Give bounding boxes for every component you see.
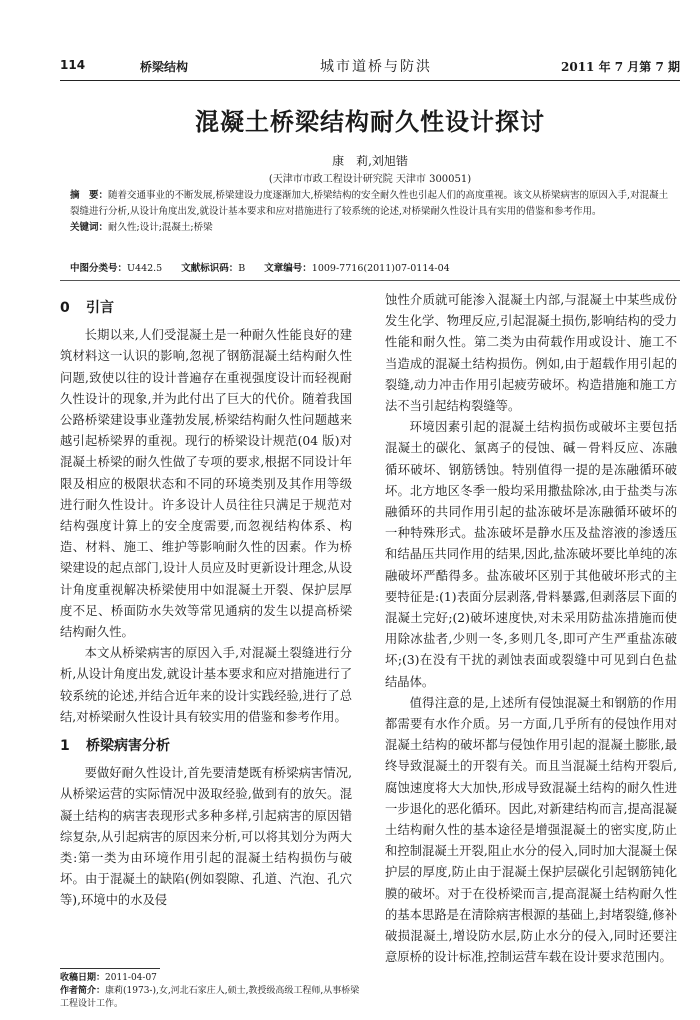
section-title: 引言 — [86, 300, 114, 316]
article-title: 混凝土桥梁结构耐久性设计探讨 — [195, 108, 545, 136]
paragraph: 要做好耐久性设计,首先要清楚既有桥梁病害情况,从桥梁运营的实际情况中汲取经验,做到有的放矢。混凝土结构的病害表现形式多种多样,引起病害的原因错综复杂,从引起病害的原因来分析,可以将其划分为两大类:第一类为由环境作用引起的混凝土结构损伤与破坏。由于混凝土的缺陷(例如裂隙、孔道、汽泡、孔穴等),环境中的水及侵 — [60, 766, 352, 908]
paragraph: 长期以来,人们受混凝土是一种耐久性能良好的建筑材料这一认识的影响,忽视了钢筋混凝土结构耐久性问题,致使以往的设计普遍存在重视强度设计而轻视耐久性设计的现象,并为此付出了巨大的代价。随着我国公路桥梁建设事业蓬勃发展,桥梁结构耐久性问题越来越引起桥梁界的重视。现行的桥梁设计规范(04 版)对混凝土桥梁的耐久性做了专项的要求,根据不同设计年限及相应的极限状态和不同的环境类别及其作用等级进行耐久性设计。许多设计人员往往只满足于规范对结构强度计算上的安全度需要,而忽视结构体系、构造、材料、施工、维护等影响耐久性的因素。作为桥梁建设的起点部门,设计人员应及时更新设计理念,从设计角度重视解决桥梁使用中如混凝土开裂、保护层厚度不足、桥面防水失效等常见通病的发生以提高桥梁结构耐久性。 — [60, 328, 352, 640]
doc-code-label: 文献标识码： — [181, 263, 239, 274]
running-header — [60, 58, 680, 78]
section-heading-analysis — [60, 736, 352, 757]
section-name: 桥梁结构 — [140, 60, 189, 74]
classification-row — [70, 260, 670, 274]
keywords-text: 耐久性;设计;混凝土;桥梁 — [108, 222, 213, 233]
section-heading-intro — [60, 298, 352, 319]
clc-label: 中图分类号： — [70, 263, 128, 274]
footnotes — [60, 972, 360, 1011]
footnote-rule — [60, 968, 160, 969]
author-bio — [60, 985, 360, 1011]
doc-code-value: B — [238, 263, 246, 274]
paragraph-continued: 蚀性介质就可能渗入混凝土内部,与混凝土中某些成份发生化学、物理反应,引起混凝土损伤,影响结构的受力性能和耐久性。第二类为由荷载作用或设计、施工不当造成的混凝土结构损伤。例如,由于超载作用引起的裂缝,动力冲击作用引起疲劳破坏。构造措施和施工方法不当引起结构裂缝等。 — [385, 293, 677, 414]
page-number: 114 — [60, 58, 86, 72]
received-value: 2011-04-07 — [105, 973, 157, 983]
right-column — [385, 290, 677, 969]
article-number-label: 文章编号： — [264, 263, 312, 274]
paragraph: 本文从桥梁病害的原因入手,对混凝土裂缝进行分析,从设计角度出发,就设计基本要求和应对措施进行了较系统的论述,并结合近年来的设计实践经验,进行了总结,对桥梁耐久性设计具有较实用的借鉴和参考作用。 — [60, 646, 352, 724]
paragraph: 值得注意的是,上述所有侵蚀混凝土和钢筋的作用都需要有水作介质。另一方面,几乎所有的侵蚀作用对混凝土结构的破坏都与侵蚀作用引起的混凝土膨胀,最终导致混凝土的开裂有关。而且当混凝土结构开裂后,腐蚀速度将大大加快,形成导致混凝土结构的耐久性进一步退化的恶化循环。因此,对新建结构而言,提高混凝土结构耐久性的基本途径是增强混凝土的密实度,防止和控制混凝土开裂,阻止水分的侵入,同时加大混凝土保护层的厚度,防止由于混凝土保护层碳化引起钢筋钝化膜的破坏。对于在役桥梁而言,提高混凝土结构耐久性的基本思路是在清除病害根源的基础上,封堵裂缝,修补破损混凝土,增设防水层,防止水分的侵入,同时还要注意原桥的设计标准,控制运营车载在设计要求范围内。 — [385, 695, 677, 965]
received-date — [60, 972, 360, 985]
bio-label: 作者简介： — [60, 986, 106, 996]
section-number: 1 — [60, 738, 70, 755]
header-rule — [60, 80, 680, 81]
left-column — [60, 290, 352, 912]
authors: 康 莉,刘旭锴 — [332, 154, 408, 168]
keywords-label: 关键词： — [70, 222, 109, 233]
section-title: 桥梁病害分析 — [86, 738, 170, 755]
bio-value: 康莉(1973-),女,河北石家庄人,硕士,教授级高级工程师,从事桥梁工程设计工作。 — [60, 986, 360, 1009]
abstract-rule — [60, 280, 680, 281]
received-label: 收稿日期： — [60, 973, 106, 983]
clc-value: U442.5 — [127, 263, 163, 274]
article-number-value: 1009-7716(2011)07-0114-04 — [311, 263, 450, 274]
section-number: 0 — [60, 300, 70, 316]
abstract — [70, 188, 670, 236]
affiliation: (天津市市政工程设计研究院 天津市 300051) — [268, 174, 472, 185]
abstract-text: 随着交通事业的不断发展,桥梁建设力度逐渐加大,桥梁结构的安全耐久性也引起人们的高度重视。该文从桥梁病害的原因入手,对混凝土裂缝进行分析,从设计角度出发,就设计基本要求和应对措施进行了较系统的论述,对桥梁耐久性设计具有实用的借鉴和参考作用。 — [70, 190, 669, 217]
paragraph: 环境因素引起的混凝土结构损伤或破坏主要包括混凝土的碳化、氯离子的侵蚀、碱－骨料反应、冻融循环破坏、钢筋锈蚀。特别值得一提的是冻融循环破坏。北方地区冬季一般均采用撒盐除冰,由于盐类与冻融循环的共同作用引起的盐冻破坏是冻融循环破坏的一种特殊形式。盐冻破坏是静水压及盐溶液的渗透压和结晶压共同作用的结果,因此,盐冻破坏要比单纯的冻融破坏严酷得多。盐冻破坏区别于其他破坏形式的主要特征是:(1)表面分层剥落,骨料暴露,但剥落层下面的混凝土完好;(2)破坏速度快,对未采用防盐冻措施而使用除冰盐者,少则一冬,多则几冬,即可产生严重盐冻破坏;(3)在没有干扰的剥蚀表面或裂缝中可见到白色盐结晶体。 — [385, 420, 677, 689]
issue-date: 2011 年 7 月第 7 期 — [561, 60, 680, 74]
abstract-label: 摘 要： — [70, 190, 109, 201]
journal-name: 城市道桥与防洪 — [320, 59, 432, 75]
